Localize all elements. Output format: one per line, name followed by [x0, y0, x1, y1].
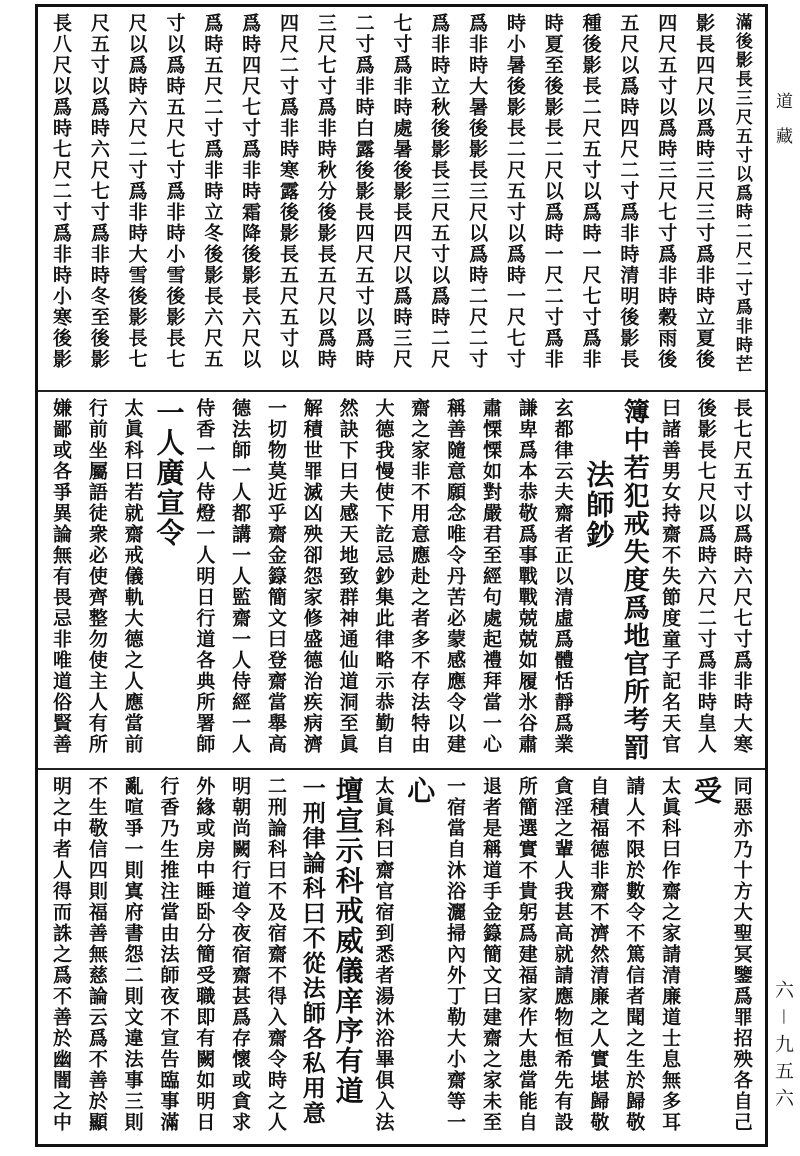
- text-column: 二寸爲非時白露後影長四尺五寸以爲時: [352, 13, 375, 370]
- column-group: [44, 13, 759, 384]
- text-panel-lower: [38, 768, 765, 1144]
- text-column: 寸以爲時五尺七寸爲非時小雪後影長七: [163, 13, 186, 370]
- text-column: 時小暑後影長二尺五寸以爲時一尺七寸: [503, 13, 526, 370]
- text-column: 肅慄慄如對嚴君至經句處起禮拜當一心: [479, 398, 502, 755]
- text-column: 太眞科曰若就齋戒儀軌大德之人應當前: [121, 398, 144, 755]
- text-column: 時夏至後影長二尺以爲時一尺二寸爲非: [541, 13, 564, 370]
- text-column: 爲時五尺二寸爲非時立冬後影長六尺五: [201, 13, 224, 370]
- text-column: 五尺以爲時四尺二寸爲非時清明後影長: [617, 13, 640, 370]
- text-column: 嫌鄙或各爭異論無有畏忌非唯道俗賢善: [50, 398, 72, 755]
- text-column: 曰諸善男女持齋不失節度童子記名天官: [659, 398, 682, 755]
- text-column: 二刑論科曰不及宿齋不得入齋令時之人: [264, 776, 287, 1133]
- text-column: 一切物莫近乎齋金籙簡文曰登齋當舉高: [264, 398, 287, 755]
- text-column: 謙卑爲本恭敬爲事戰戰兢兢如履氷谷肅: [515, 398, 538, 755]
- text-column: 外緣或房中睡卧分簡受職即有闕如明日: [193, 776, 216, 1133]
- text-column: 侍香一人侍燈一人明日行道各典所署師: [193, 398, 216, 755]
- text-column: 簿中若犯戒失度爲地官所考罰: [619, 398, 650, 762]
- text-column: 一人廣宣令: [152, 398, 186, 548]
- text-column: 影長四尺以爲時三尺三寸爲非時立夏後: [693, 13, 716, 370]
- text-column: 太眞科曰齋官宿到悉者湯沐浴畢俱入法: [372, 776, 395, 1133]
- text-column: 明之中者人得而誅之爲不善於幽闇之中: [50, 776, 72, 1133]
- text-column: 心: [403, 776, 437, 806]
- text-column: 長八尺以爲時七尺二寸爲非時小寒後影: [50, 13, 72, 370]
- column-group: [44, 398, 759, 762]
- text-column: 大德我慢使下訖忌鈔集此律略示恭勤自: [372, 398, 395, 755]
- text-panel-upper: [38, 7, 765, 390]
- section-heading: 法師鈔: [582, 460, 616, 550]
- text-column: 行前坐屬語徒衆必使齊整勿使主人有所: [85, 398, 108, 755]
- text-column: 一刑律論科曰不從法師各私用意: [298, 776, 326, 1126]
- text-column: 壇宣示科戒威儀庠序有道: [331, 776, 365, 1106]
- text-column: 亂喧爭一則寘府書怨二則文違法事三則: [121, 776, 144, 1133]
- text-column: 四尺五寸以爲時三尺七寸爲非時穀雨後: [655, 13, 678, 370]
- text-column: 尺五寸以爲時六尺七寸爲非時冬至後影: [87, 13, 110, 370]
- text-column: 同惡亦乃十方大聖冥鑒爲罪招殃各自己: [730, 776, 753, 1133]
- text-column: 尺以爲時六尺二寸爲非時大雪後影長七: [125, 13, 148, 370]
- text-column: 爲非時大暑後影長三尺以爲時二尺二寸: [466, 13, 489, 370]
- text-column: 解積世罪滅凶殃卻怨家修盛德治疾病濟: [300, 398, 323, 755]
- text-column: 爲時四尺七寸爲非時霜降後影長六尺以: [239, 13, 262, 370]
- text-column: 退者是稱道手金籙簡文曰建齋之家未至: [479, 776, 502, 1133]
- text-column: 不生敬信四則福善無慈論云爲不善於顯: [85, 776, 108, 1133]
- margin-title: 道藏: [772, 92, 792, 162]
- text-column: 貪淫之輩人我甚高就請應物恒希先有設: [551, 776, 574, 1133]
- text-column: 一宿當自沐浴灑掃內外丁勒大小齋等一: [444, 776, 467, 1133]
- text-column: 請人不限於數令不篤信者聞之生於歸敬: [623, 776, 646, 1133]
- column-group: [44, 776, 759, 1138]
- text-column: 後影長七尺以爲時六尺二寸爲非時皇人: [694, 398, 717, 755]
- text-column: 爲非時立秋後影長三尺五寸以爲時二尺: [428, 13, 451, 370]
- text-column: 太眞科曰作齋之家請清廉道士息無多耳: [659, 776, 682, 1133]
- text-column: 自積福德非齋不濟然清廉之人實堪歸敬: [587, 776, 610, 1133]
- text-column: 七寸爲非時處暑後影長四尺以爲時三尺: [390, 13, 413, 370]
- text-column: 玄都律云夫齋者正以清虛爲體恬靜爲業: [551, 398, 574, 755]
- text-column: 滿後影長三尺五寸以爲時二尺二寸爲非時芒: [731, 13, 752, 374]
- text-column: 行香乃生推注當由法師夜不宣告臨事滿: [157, 776, 180, 1133]
- text-column: 受: [689, 776, 723, 806]
- text-column: 四尺二寸爲非時寒露後影長五尺五寸以: [276, 13, 299, 370]
- text-column: 種後影長二尺五寸以爲時一尺七寸爲非: [579, 13, 602, 370]
- text-column: 長七尺五寸以爲時六尺七寸爲非時大寒: [730, 398, 753, 755]
- text-panel-middle: [38, 390, 765, 768]
- text-column: 齋之家非不用意應赴之者多不存法特由: [408, 398, 431, 755]
- margin-page-number: 六－九五六: [772, 980, 794, 1116]
- text-column: 三尺七寸爲非時秋分後影長五尺以爲時: [314, 13, 337, 370]
- text-column: 明朝尚闕行道令夜宿齋甚爲存懷或貪求: [229, 776, 252, 1133]
- text-column: 然訣下曰夫感天地致群神通仙道洞至眞: [336, 398, 359, 755]
- text-column: 稱善隨意願念唯令丹苦必蒙感應令以建: [444, 398, 467, 755]
- text-column: 德法師一人都講一人監齋一人侍經一人: [229, 398, 252, 755]
- text-column: 所簡選實不貴躬爲建福家作大患當能自: [515, 776, 538, 1133]
